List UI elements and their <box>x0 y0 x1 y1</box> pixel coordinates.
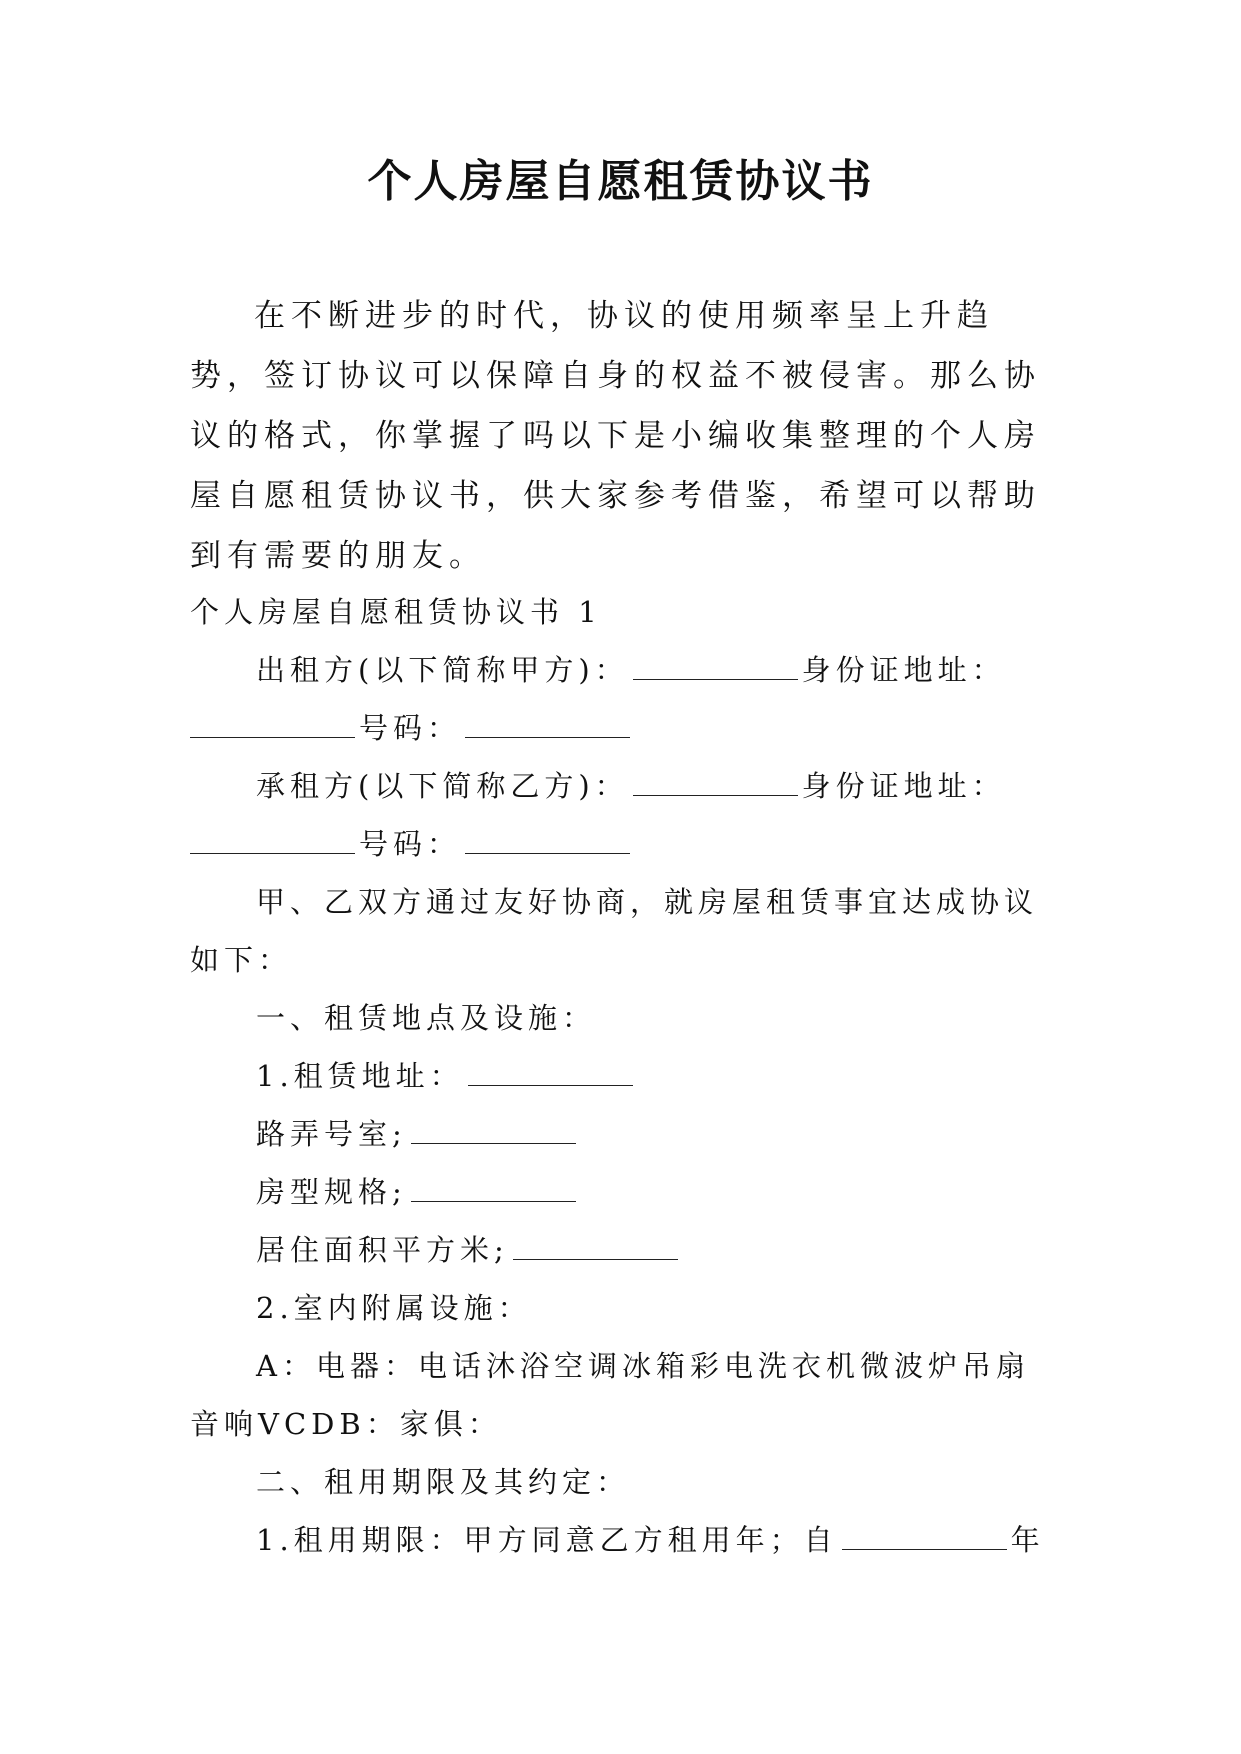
blank-field <box>513 1231 678 1260</box>
clause1-appliances: A：电器：电话沐浴空调冰箱彩电洗衣机微波炉吊扇音响VCDB：家俱： <box>190 1349 1030 1441</box>
clause1-room-type-line <box>190 1163 1060 1221</box>
party-b-address-label: 身份证地址： <box>801 769 1006 803</box>
party-a-line <box>190 641 1060 699</box>
blank-field <box>465 825 630 854</box>
blank-field <box>633 767 798 796</box>
clause1-area-label: 居住面积平方米; <box>256 1233 509 1267</box>
blank-field <box>633 651 798 680</box>
clause1-heading: 一、租赁地点及设施： <box>256 1001 597 1035</box>
party-b-line <box>190 757 1060 815</box>
clause1-room-type-label: 房型规格; <box>256 1175 407 1209</box>
contract-body <box>190 583 1060 1569</box>
party-b-number-line <box>190 815 1060 873</box>
blank-field <box>842 1521 1007 1550</box>
blank-field <box>468 1057 633 1086</box>
clause1-area-line <box>190 1221 1060 1279</box>
party-a-address-label: 身份证地址： <box>801 653 1006 687</box>
party-a-number-line <box>190 699 1060 757</box>
blank-field <box>190 825 355 854</box>
document-title: 个人房屋自愿租赁协议书 <box>367 156 874 207</box>
clause2-term-line <box>190 1511 1060 1569</box>
clause2-heading: 二、租用期限及其约定： <box>256 1465 631 1499</box>
party-b-number-label: 号码： <box>359 827 462 861</box>
agreement-paragraph: 甲、乙双方通过友好协商，就房屋租赁事宜达成协议如下： <box>190 885 1039 977</box>
blank-field <box>411 1115 576 1144</box>
party-a-number-label: 号码： <box>359 711 462 745</box>
clause1-facilities: 2.室内附属设施： <box>256 1291 532 1325</box>
blank-field <box>190 709 355 738</box>
blank-field <box>411 1173 576 1202</box>
section-title: 个人房屋自愿租赁协议书 1 <box>190 595 602 629</box>
clause2-term-prefix: 1.租用期限：甲方同意乙方租用年；自 <box>256 1523 838 1557</box>
clause1-lane-label: 路弄号室; <box>256 1117 407 1151</box>
party-a-label: 出租方(以下简称甲方)： <box>256 653 629 687</box>
blank-field <box>465 709 630 738</box>
clause2-term-suffix: 年 <box>1010 1523 1045 1557</box>
party-b-label: 承租方(以下简称乙方)： <box>256 769 629 803</box>
clause1-lane-line <box>190 1105 1060 1163</box>
clause1-address-label: 1.租赁地址： <box>256 1059 464 1093</box>
clause1-address-line <box>190 1047 1060 1105</box>
intro-paragraph: 在不断进步的时代，协议的使用频率呈上升趋势，签订协议可以保障自身的权益不被侵害。那么协议的格式，你掌握了吗以下是小编收集整理的个人房屋自愿租赁协议书，供大家参考借鉴，希望可以帮助到有需要的朋友。 <box>190 298 1041 574</box>
